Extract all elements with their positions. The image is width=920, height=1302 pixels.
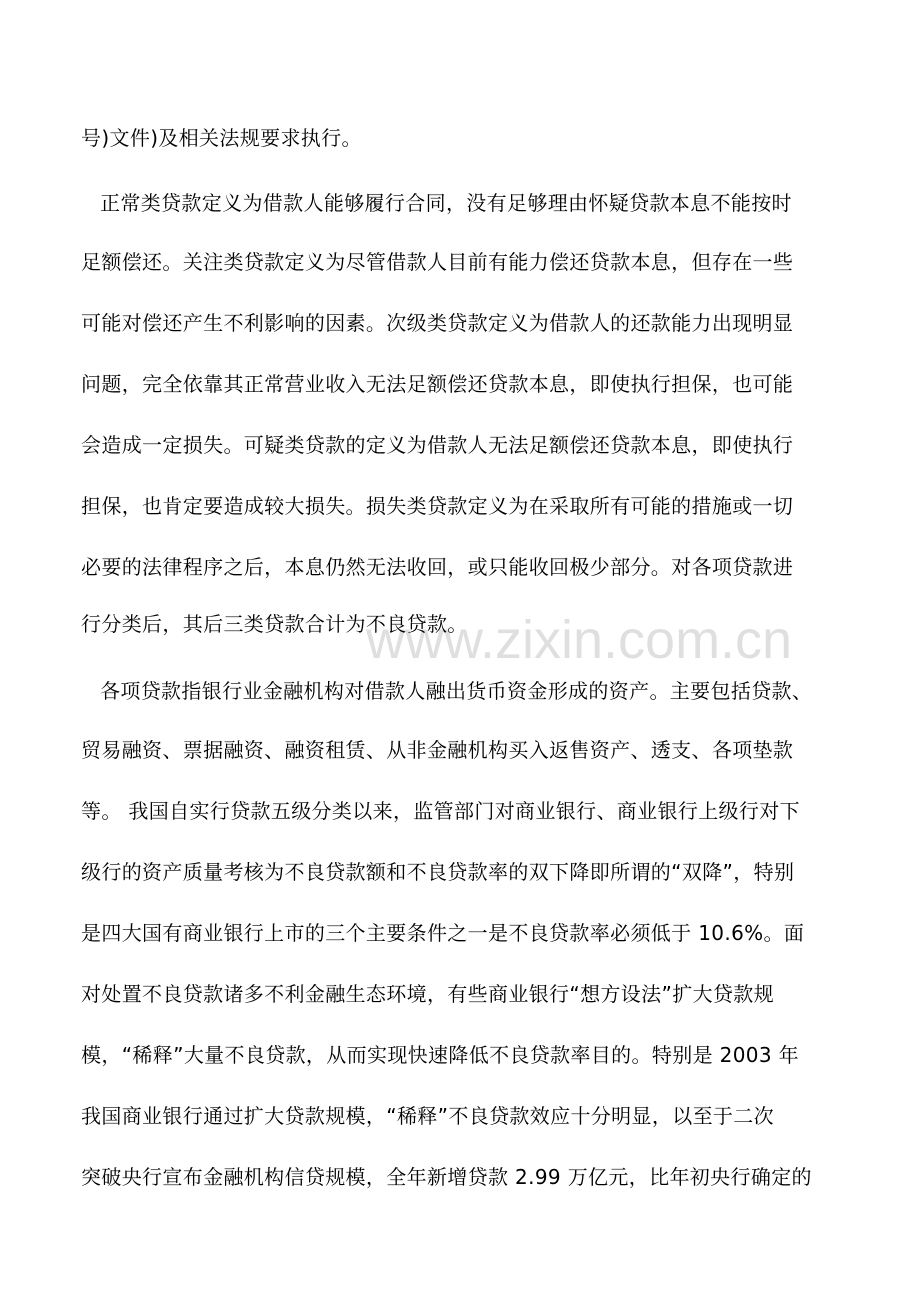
watermark: www.zixin.com.cn [366, 610, 793, 670]
text-line: 贸易融资、票据融资、融资租赁、从非金融机构买入返售资产、透支、各项垫款 [81, 738, 794, 762]
text-line: 可能对偿还产生不利影响的因素。次级类贷款定义为借款人的还款能力出现明显 [81, 311, 794, 335]
text-line: 我国商业银行通过扩大贷款规模，“稀释”不良贷款效应十分明显，以至于二次 [81, 1104, 774, 1128]
paragraph-start-line: 正常类贷款定义为借款人能够履行合同，没有足够理由怀疑贷款本息不能按时 [100, 191, 792, 215]
text-line: 足额偿还。关注类贷款定义为尽管借款人目前有能力偿还贷款本息，但存在一些 [81, 250, 794, 274]
text-line: 必要的法律程序之后，本息仍然无法收回，或只能收回极少部分。对各项贷款进 [81, 555, 794, 579]
paragraph-start-line: 各项贷款指银行业金融机构对借款人融出货币资金形成的资产。主要包括贷款、 [100, 679, 813, 703]
text-line: 行分类后，其后三类贷款合计为不良贷款。 [81, 612, 468, 636]
text-line: 担保，也肯定要造成较大损失。损失类贷款定义为在采取所有可能的措施或一切 [81, 494, 794, 518]
text-line: 是四大国有商业银行上市的三个主要条件之一是不良贷款率必须低于 10.6%。面 [81, 921, 805, 945]
text-line: 模，“稀释”大量不良贷款，从而实现快速降低不良贷款率目的。特别是 2003 年 [81, 1043, 799, 1067]
text-line: 对处置不良贷款诸多不利金融生态环境，有些商业银行“想方设法”扩大贷款规 [81, 982, 774, 1006]
text-line: 突破央行宣布金融机构信贷规模，全年新增贷款 2.99 万亿元，比年初央行确定的 [81, 1165, 812, 1189]
text-line: 问题，完全依靠其正常营业收入无法足额偿还贷款本息，即使执行担保，也可能 [81, 372, 794, 396]
text-line: 号)文件)及相关法规要求执行。 [81, 126, 362, 150]
text-line: 级行的资产质量考核为不良贷款额和不良贷款率的双下降即所谓的“双降”，特别 [81, 860, 795, 884]
text-line: 会造成一定损失。可疑类贷款的定义为借款人无法足额偿还贷款本息，即使执行 [81, 433, 794, 457]
text-line: 等。 我国自实行贷款五级分类以来，监管部门对商业银行、商业银行上级行对下 [81, 799, 800, 823]
